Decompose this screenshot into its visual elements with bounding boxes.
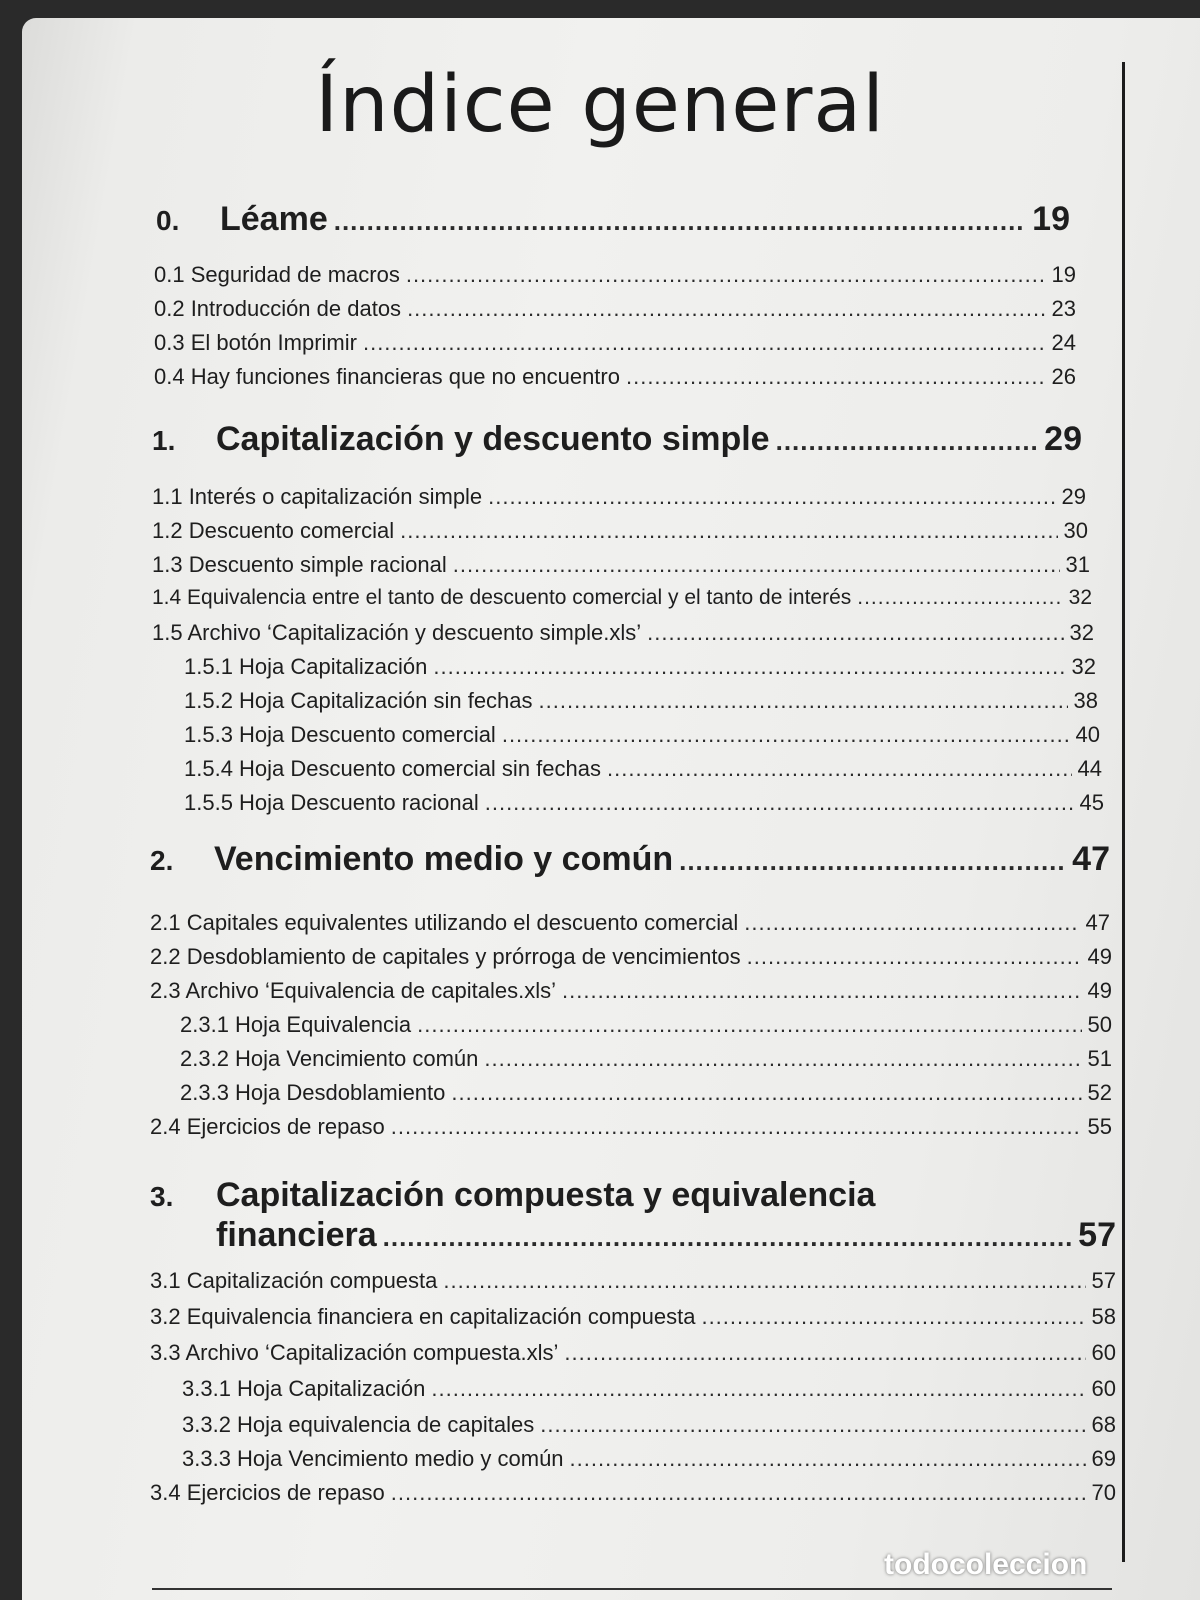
subsection-entry: 1.5.5 Hoja Descuento racional ..... 45: [184, 790, 1104, 816]
page-number: 19: [1032, 200, 1070, 238]
section-entry: 3.3 Archivo ‘Capitalización compuesta.xls’ ..... 60: [150, 1340, 1116, 1366]
leader-dots: [383, 1222, 1073, 1253]
watermark-logo: todocoleccion: [884, 1548, 1088, 1581]
subsection-entry: 3.3.1 Hoja Capitalización ..... 60: [182, 1376, 1116, 1402]
chapter-number: 2.: [150, 845, 174, 876]
page-number: 29: [1044, 420, 1082, 458]
subsection-entry: 1.5.2 Hoja Capitalización sin fechas ..... 38: [184, 688, 1098, 714]
section-entry: 1.5 Archivo ‘Capitalización y descuento simple.xls’ ..... 32: [152, 620, 1094, 646]
leader-dots: [776, 426, 1039, 457]
section-entry: 3.2 Equivalencia financiera en capitalización compuesta ..... 58: [150, 1304, 1116, 1330]
subsection-entry: 3.3.2 Hoja equivalencia de capitales ..... 68: [182, 1412, 1116, 1438]
chapter-2-entry: [150, 840, 1110, 879]
section-entry: 1.4 Equivalencia entre el tanto de descuento comercial y el tanto de interés ..... 32: [152, 586, 1092, 610]
section-entry: 2.2 Desdoblamiento de capitales y prórroga de vencimientos ..... 49: [150, 944, 1112, 970]
section-entry: 3.4 Ejercicios de repaso ..... 70: [150, 1480, 1116, 1506]
subsection-entry: 2.3.3 Hoja Desdoblamiento ..... 52: [180, 1080, 1112, 1106]
section-entry: 2.1 Capitales equivalentes utilizando el descuento comercial ..... 47: [150, 910, 1110, 936]
section-entry: 0.4 Hay funciones financieras que no encuentro ..... 26: [154, 364, 1076, 390]
section-entry: 0.2 Introducción de datos ..... 23: [154, 296, 1076, 322]
section-entry: 0.3 El botón Imprimir ..... 24: [154, 330, 1076, 356]
chapter-number: 0.: [156, 205, 180, 236]
subsection-entry: 1.5.3 Hoja Descuento comercial ..... 40: [184, 722, 1100, 748]
chapter-title: Léame: [220, 200, 328, 238]
chapter-0-entry: [156, 200, 1070, 239]
section-entry: 3.1 Capitalización compuesta ..... 57: [150, 1268, 1116, 1294]
chapter-title-cont: financiera: [216, 1216, 377, 1254]
page-title: Índice general: [315, 60, 885, 150]
leader-dots: [679, 846, 1066, 877]
page-number: 47: [1072, 840, 1110, 878]
section-entry: 1.1 Interés o capitalización simple ..... 29: [152, 484, 1086, 510]
chapter-3-title-line1: [150, 1176, 875, 1215]
section-entry: 2.3 Archivo ‘Equivalencia de capitales.xls’ ..... 49: [150, 978, 1112, 1004]
page-number: 57: [1078, 1216, 1116, 1254]
subsection-entry: 2.3.1 Hoja Equivalencia ..... 50: [180, 1012, 1112, 1038]
chapter-title: Vencimiento medio y común: [214, 840, 674, 878]
chapter-3-entry: [216, 1216, 1116, 1255]
section-entry: 0.1 Seguridad de macros ..... 19: [154, 262, 1076, 288]
section-entry: 1.2 Descuento comercial ..... 30: [152, 518, 1088, 544]
chapter-title: Capitalización compuesta y equivalencia: [216, 1176, 876, 1214]
chapter-title: Capitalización y descuento simple: [216, 420, 770, 458]
chapter-1-entry: [152, 420, 1082, 459]
section-entry: 2.4 Ejercicios de repaso ..... 55: [150, 1114, 1112, 1140]
subsection-entry: 1.5.4 Hoja Descuento comercial sin fechas ..... 44: [184, 756, 1102, 782]
chapter-number: 1.: [152, 425, 176, 456]
subsection-entry: 2.3.2 Hoja Vencimiento común ..... 51: [180, 1046, 1112, 1072]
leader-dots: [334, 206, 1026, 237]
chapter-number: 3.: [150, 1181, 174, 1212]
section-entry: 1.3 Descuento simple racional ..... 31: [152, 552, 1090, 578]
subsection-entry: 1.5.1 Hoja Capitalización ..... 32: [184, 654, 1096, 680]
subsection-entry: 3.3.3 Hoja Vencimiento medio y común ..... 69: [182, 1446, 1116, 1472]
